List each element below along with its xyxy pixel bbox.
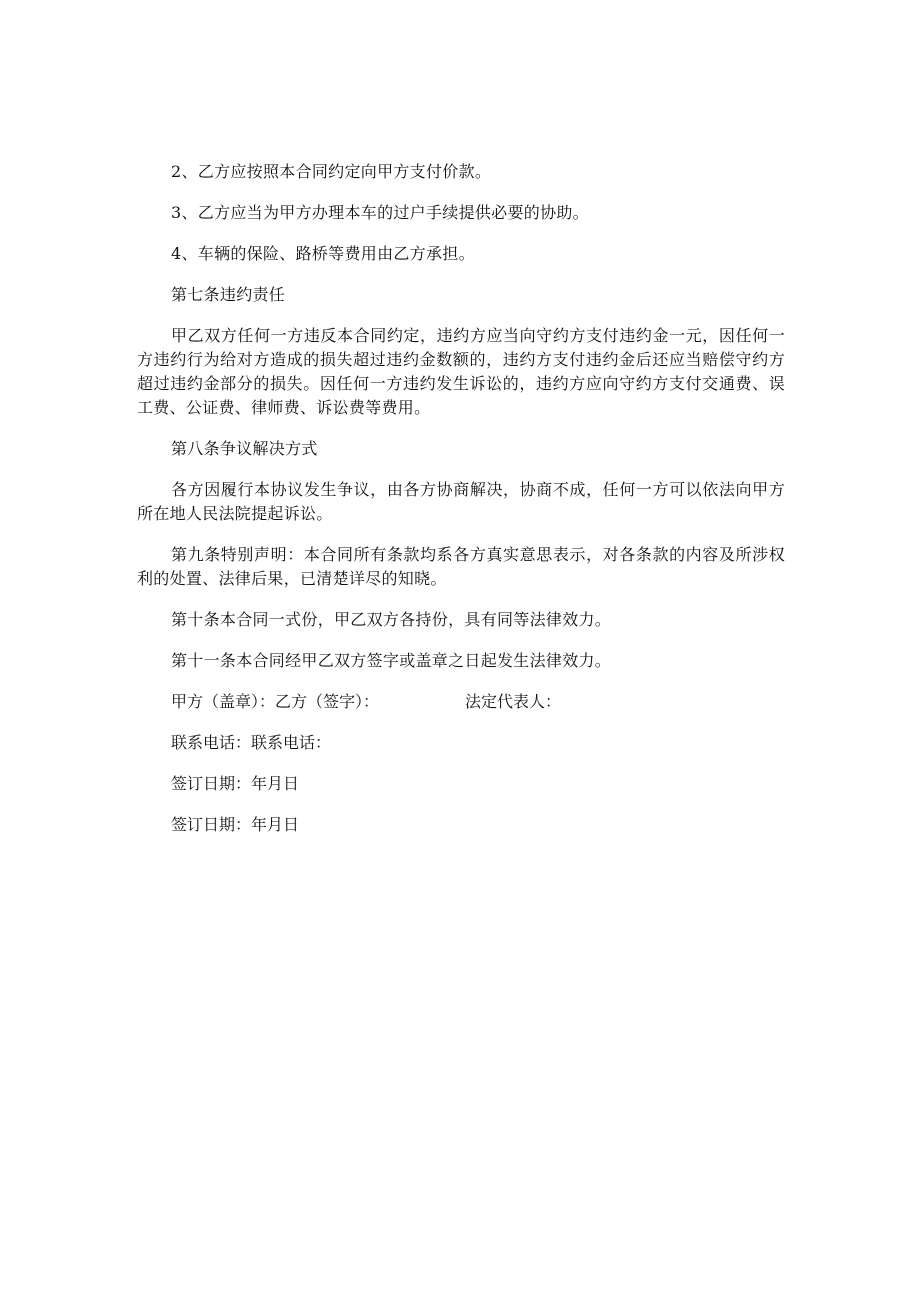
sign-date-line-1: 签订日期：年月日 bbox=[171, 774, 300, 793]
legal-rep-label: 法定代表人： bbox=[465, 692, 562, 711]
article-7-body: 甲乙双方任何一方违反本合同约定，违约方应当向守约方支付违约金一元，因任何一方违约行为给对方造成的损失超过违约金数额的，违约方支付违约金后还应当赔偿守约方超过违约金部分的损失。因任何一方违约发生诉讼的，违约方应向守约方支付交通费、误工费、公证费、律师费、诉讼费等费用。 bbox=[137, 326, 785, 417]
article-7-heading: 第七条违约责任 bbox=[171, 285, 286, 304]
contact-line: 联系电话：联系电话： bbox=[171, 733, 332, 752]
clause-item-3: 3、乙方应当为甲方办理本车的过户手续提供必要的协助。 bbox=[171, 203, 589, 222]
article-8-body: 各方因履行本协议发生争议，由各方协商解决，协商不成，任何一方可以依法向甲方所在地人民法院提起诉讼。 bbox=[137, 480, 785, 523]
article-11-effective: 第十一条本合同经甲乙双方签字或盖章之日起发生法律效力。 bbox=[171, 651, 612, 670]
document-body bbox=[137, 160, 785, 854]
sign-date-line-2: 签订日期：年月日 bbox=[171, 815, 300, 834]
party-a-label: 甲方（盖章）： bbox=[171, 692, 276, 711]
signature-line bbox=[137, 690, 785, 714]
article-9-statement: 第九条特别声明：本合同所有条款均系各方真实意思表示，对各条款的内容及所涉权利的处置、法律后果，已清楚详尽的知晓。 bbox=[137, 545, 785, 588]
party-b-label: 乙方（签字）： bbox=[275, 692, 380, 711]
clause-item-2: 2、乙方应按照本合同约定向甲方支付价款。 bbox=[171, 162, 492, 181]
article-10-copies: 第十条本合同一式份，甲乙双方各持份，具有同等法律效力。 bbox=[171, 610, 612, 629]
article-8-heading: 第八条争议解决方式 bbox=[171, 439, 318, 458]
clause-item-4: 4、车辆的保险、路桥等费用由乙方承担。 bbox=[171, 244, 475, 263]
